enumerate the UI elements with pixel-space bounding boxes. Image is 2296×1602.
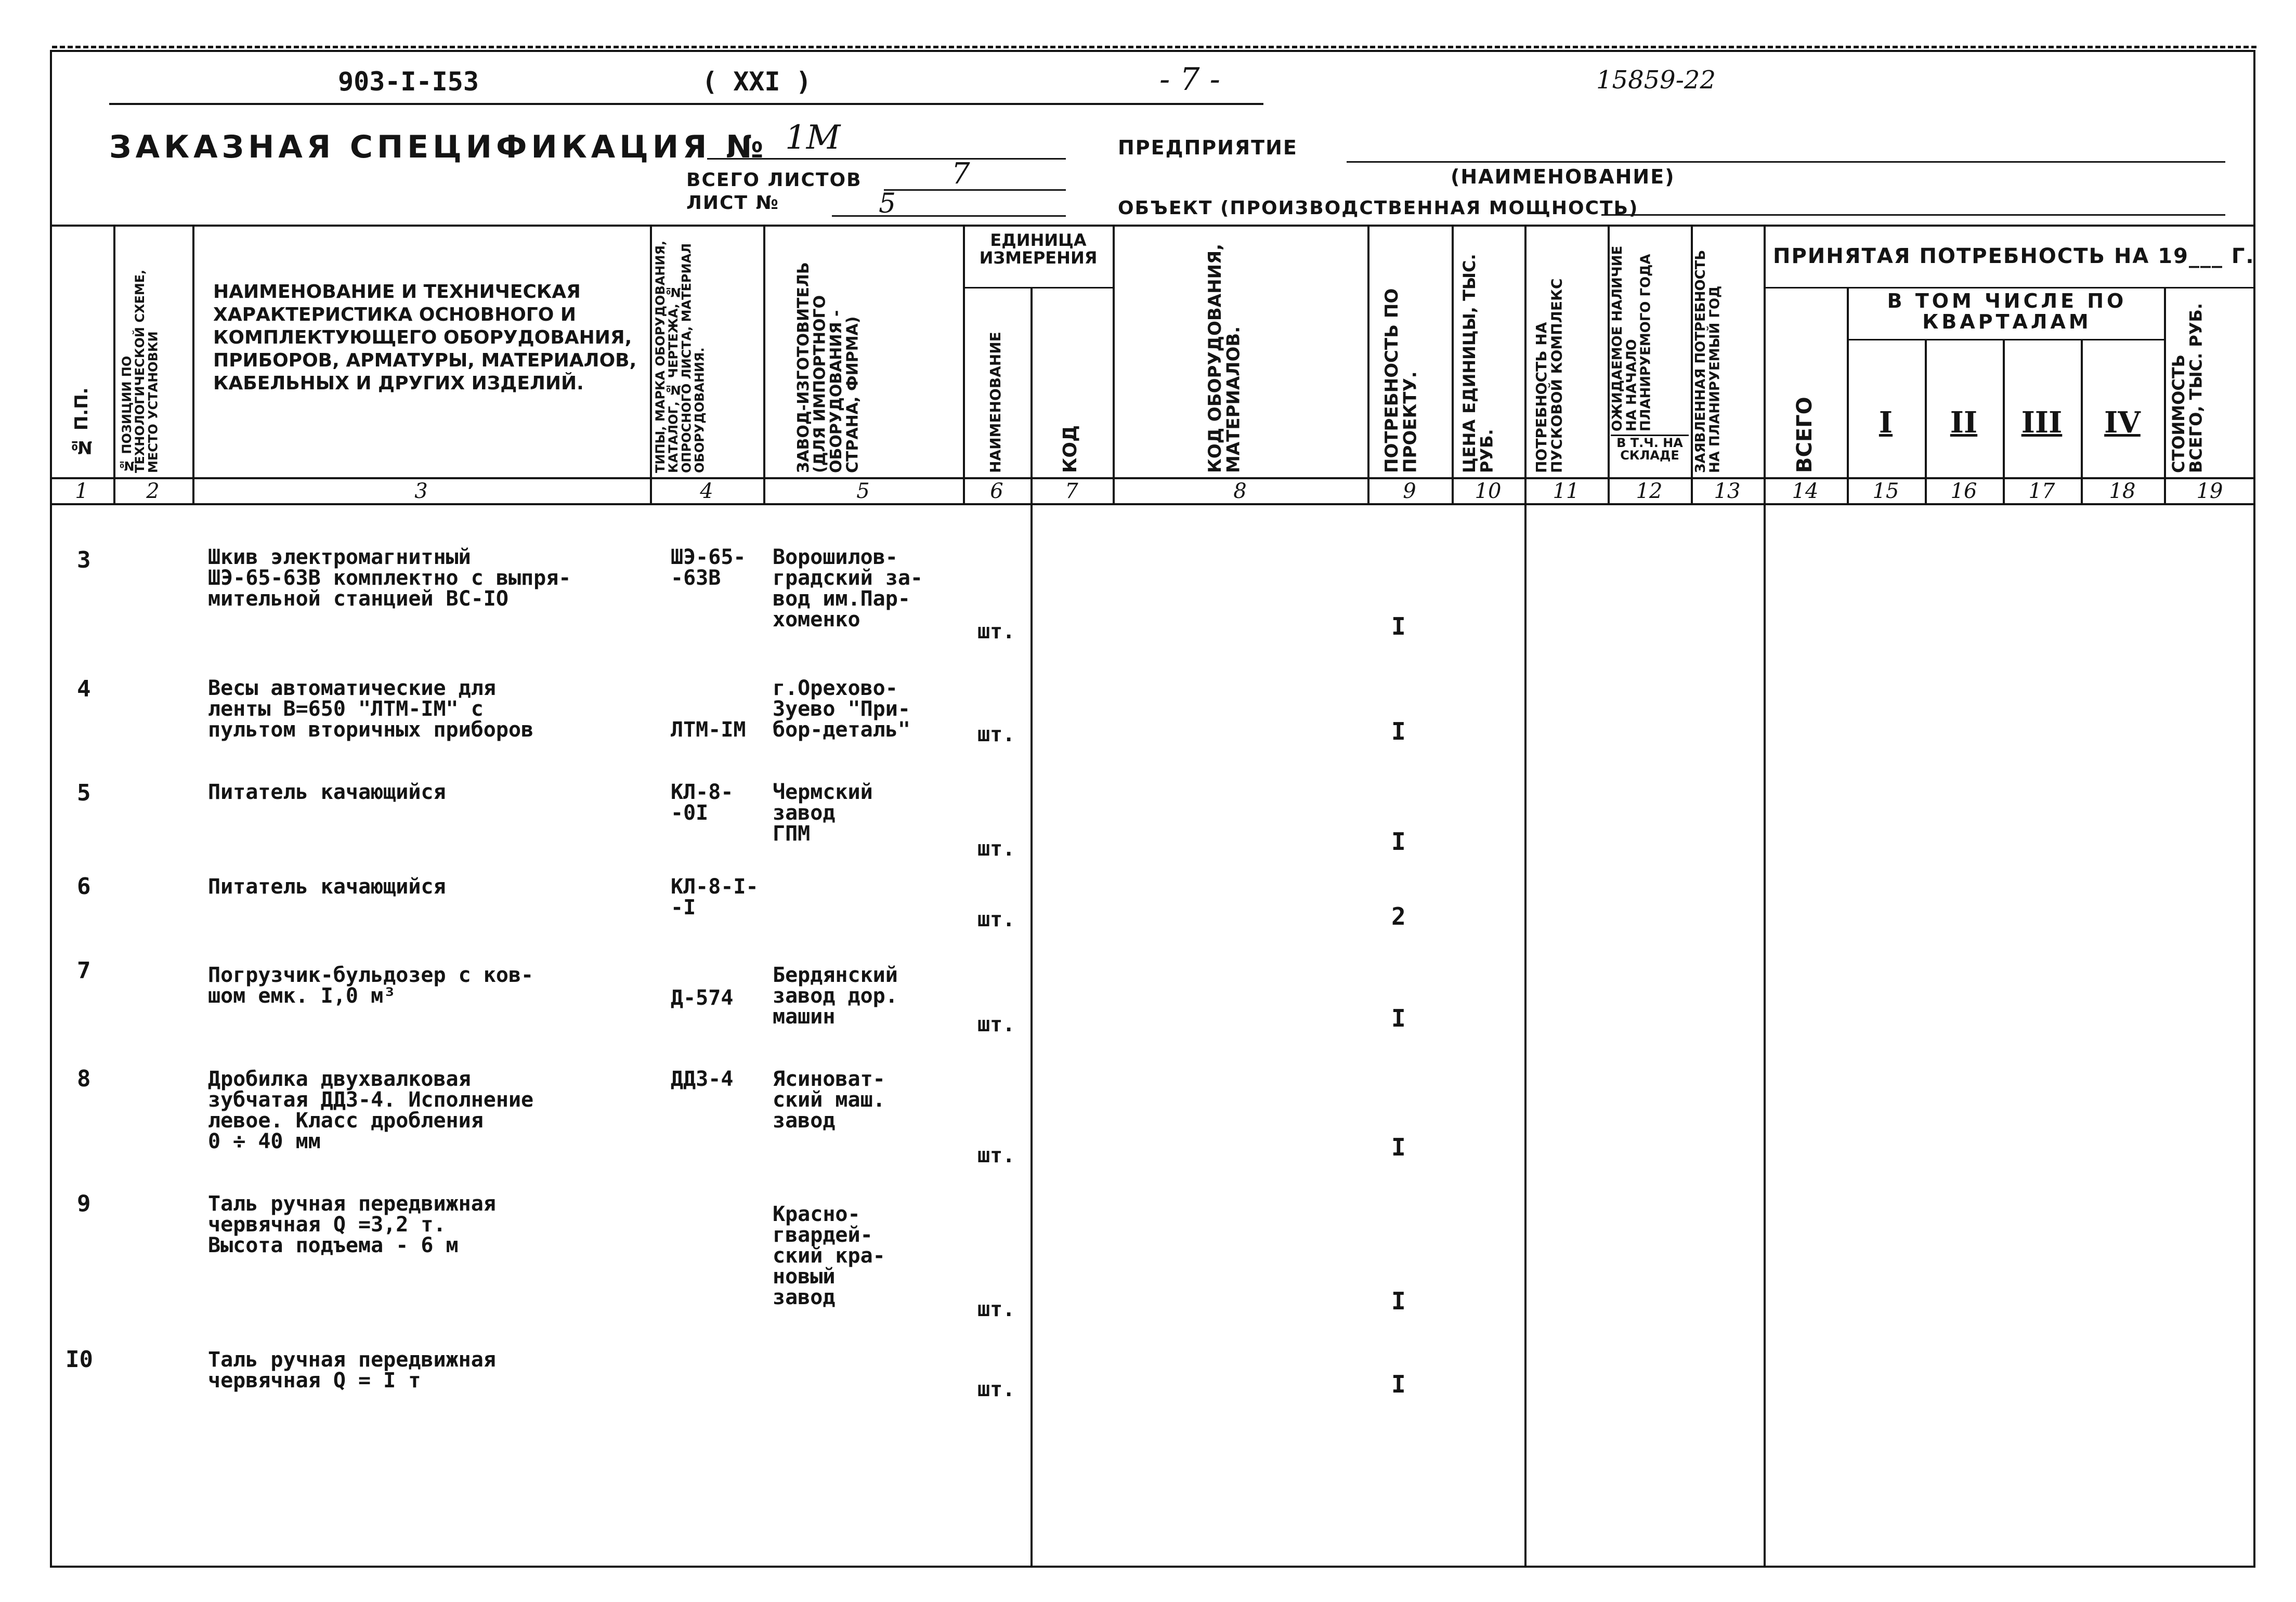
- item-description: Таль ручная передвижная червячная Q =3,2 т. Высота подъема - 6 м: [208, 1192, 496, 1257]
- item-manufacturer: Чермский завод ГПМ: [773, 780, 873, 846]
- enterprise-label: ПРЕДПРИЯТИЕ: [1118, 136, 1298, 159]
- quarter-group-header: В ТОМ ЧИСЛЕ ПО КВАРТАЛАМ: [1887, 290, 2127, 333]
- header-underline: [109, 103, 1263, 105]
- frame-top-border: [52, 46, 2256, 48]
- item-manufacturer: Ясиноват- ский маш. завод: [773, 1067, 885, 1133]
- item-type: ДДЗ-4: [671, 1067, 734, 1091]
- table-top-border: [50, 225, 2255, 227]
- row-number: 3: [77, 547, 91, 573]
- item-manufacturer: Бердянский завод дор. машин: [773, 963, 898, 1029]
- form-frame: [50, 50, 2255, 1568]
- item-manufacturer: г.Орехово- Зуево "При- бор-деталь": [773, 676, 910, 742]
- item-quantity: I: [1391, 1004, 1406, 1032]
- body-col-line: [1764, 503, 1766, 1568]
- col-number-15: 15: [1872, 479, 1899, 503]
- part-number: ( XXI ): [702, 67, 812, 97]
- col-number-3: 3: [414, 479, 428, 503]
- accepted-group-header: ПРИНЯТАЯ ПОТРЕБНОСТЬ НА 19___ Г.: [1773, 244, 2255, 268]
- col-line: [1452, 225, 1454, 503]
- col-header-17: III: [2021, 405, 2063, 440]
- col-header-8: КОД ОБОРУДОВАНИЯ, МАТЕРИАЛОВ.: [1205, 243, 1244, 473]
- item-description: Питатель качающийся: [208, 875, 446, 899]
- col-line: [1030, 287, 1033, 503]
- row-number: I0: [66, 1346, 93, 1373]
- row-number: 7: [77, 957, 91, 984]
- col-number-8: 8: [1233, 479, 1247, 503]
- col-line: [2164, 287, 2166, 503]
- row-number: 6: [77, 873, 91, 900]
- item-unit: шт.: [977, 1144, 1015, 1167]
- object-label: ОБЪЕКТ (ПРОИЗВОДСТВЕННАЯ МОЩНОСТЬ): [1118, 198, 1639, 219]
- item-type: ЛТМ-IМ: [671, 718, 746, 742]
- sheet-number-line: [832, 215, 1066, 217]
- col-header-14: ВСЕГО: [1793, 397, 1817, 473]
- spec-number: 1М: [785, 119, 841, 157]
- col-number-7: 7: [1065, 479, 1078, 503]
- col-header-19: СТОИМОСТЬ ВСЕГО, ТЫС. РУБ.: [2169, 303, 2206, 473]
- col-line: [1524, 225, 1527, 503]
- item-unit: шт.: [977, 908, 1015, 931]
- col-line: [192, 225, 194, 503]
- col-number-16: 16: [1950, 479, 1977, 503]
- row-number: 4: [77, 676, 91, 702]
- col-number-1: 1: [75, 479, 88, 503]
- spec-number-line: [707, 158, 1066, 160]
- col-header-1: № П.П.: [71, 387, 92, 457]
- col-number-4: 4: [700, 479, 713, 503]
- col-header-13: ЗАЯВЛЕННАЯ ПОТРЕБНОСТЬ НА ПЛАНИРУЕМЫЙ ГОД: [1693, 250, 1723, 473]
- col-header-6: НАИМЕНОВАНИЕ: [987, 332, 1004, 473]
- item-quantity: I: [1391, 612, 1406, 640]
- col-line: [113, 225, 115, 503]
- col-header-18: IV: [2104, 405, 2141, 440]
- col-header-12-sub: В Т.Ч. НА СКЛАДЕ: [1616, 436, 1683, 463]
- col-line: [763, 225, 765, 503]
- reference-number: 15859-22: [1596, 65, 1716, 95]
- item-quantity: I: [1391, 828, 1406, 856]
- col-header-7: КОД: [1060, 425, 1081, 473]
- item-unit: шт.: [977, 837, 1015, 861]
- body-col-line: [1524, 503, 1527, 1568]
- col-header-9: ПОТРЕБНОСТЬ ПО ПРОЕКТУ.: [1381, 288, 1421, 473]
- item-unit: шт.: [977, 1013, 1015, 1036]
- col-number-13: 13: [1714, 479, 1741, 503]
- row-number: 5: [77, 780, 91, 806]
- col-header-3: НАИМЕНОВАНИЕ И ТЕХНИЧЕСКАЯ ХАРАКТЕРИСТИКА ОСНОВНОГО И КОМПЛЕКТУЮЩЕГО ОБОРУДОВАНИЯ, ПРИБОРОВ, АРМАТУРЫ, МАТЕРИАЛОВ, КАБЕЛЬНЫХ И ДРУГИХ ИЗДЕЛИЙ.: [213, 281, 637, 394]
- enterprise-caption: (НАИМЕНОВАНИЕ): [1451, 165, 1675, 188]
- col-number-5: 5: [856, 479, 870, 503]
- col-line: [650, 225, 652, 503]
- col-number-2: 2: [146, 479, 160, 503]
- col-line: [1367, 225, 1369, 503]
- quarter-group-line: [1847, 339, 2164, 340]
- item-description: Весы автоматические для ленты В=650 "ЛТМ-IМ" с пультом вторичных приборов: [208, 676, 534, 742]
- unit-group-line: [963, 287, 1114, 288]
- col-number-17: 17: [2028, 479, 2055, 503]
- col-line: [1847, 287, 1849, 503]
- unit-group-header: ЕДИНИЦА ИЗМЕРЕНИЯ: [979, 230, 1098, 268]
- col-number-10: 10: [1475, 479, 1502, 503]
- item-unit: шт.: [977, 1377, 1015, 1401]
- col-header-15: I: [1878, 405, 1893, 440]
- col-number-6: 6: [990, 479, 1003, 503]
- sheets-total-line: [884, 189, 1066, 191]
- item-type: КЛ-8-I- -I: [671, 875, 759, 920]
- row-number: 9: [77, 1190, 91, 1217]
- col-line: [1113, 225, 1115, 503]
- accepted-group-line: [1764, 287, 2255, 288]
- col-line: [1764, 225, 1766, 503]
- col-number-11: 11: [1553, 479, 1580, 503]
- col-number-19: 19: [2196, 479, 2223, 503]
- col-header-16: II: [1950, 405, 1978, 440]
- enterprise-line: [1347, 161, 2225, 163]
- body-col-line: [1030, 503, 1033, 1568]
- col-header-11: ПОТРЕБНОСТЬ НА ПУСКОВОЙ КОМПЛЕКС: [1533, 278, 1566, 473]
- col-number-18: 18: [2109, 479, 2136, 503]
- item-manufacturer: Красно- гвардей- ский кра- новый завод: [773, 1202, 885, 1309]
- page-number: - 7 -: [1159, 61, 1220, 98]
- item-quantity: 2: [1391, 902, 1406, 930]
- object-line: [1601, 214, 2225, 216]
- sheets-total-label: ВСЕГО ЛИСТОВ: [686, 169, 862, 191]
- col-line: [963, 225, 965, 503]
- col-number-9: 9: [1403, 479, 1416, 503]
- item-description: Таль ручная передвижная червячная Q = I т: [208, 1348, 496, 1393]
- item-manufacturer: Ворошилов- градский за- вод им.Пар- хоменко: [773, 545, 923, 632]
- col-header-2: № ПОЗИЦИИ ПО ТЕХНОЛОГИЧЕСКОЙ СХЕМЕ, МЕСТО УСТАНОВКИ: [120, 269, 161, 473]
- doc-code: 903-I-I53: [338, 67, 479, 97]
- col-header-10: ЦЕНА ЕДИНИЦЫ, ТЫС. РУБ.: [1459, 254, 1497, 473]
- item-type: КЛ-8- -0I: [671, 780, 734, 825]
- form-title: ЗАКАЗНАЯ СПЕЦИФИКАЦИЯ №: [109, 129, 768, 165]
- item-unit: шт.: [977, 620, 1015, 644]
- col-header-5: ЗАВОД-ИЗГОТОВИТЕЛЬ (ДЛЯ ИМПОРТНОГО ОБОРУДОВАНИЯ - СТРАНА, ФИРМА): [794, 262, 862, 473]
- col-header-12: ОЖИДАЕМОЕ НАЛИЧИЕ НА НАЧАЛО ПЛАНИРУЕМОГО ГОДА: [1610, 245, 1654, 431]
- sheet-number: 5: [879, 188, 896, 219]
- item-description: Питатель качающийся: [208, 780, 446, 804]
- item-description: Погрузчик-бульдозер с ков- шом емк. I,0 м³: [208, 963, 534, 1008]
- column-number-bottom-line: [50, 503, 2255, 505]
- col-number-14: 14: [1792, 479, 1819, 503]
- col-number-12: 12: [1636, 479, 1663, 503]
- item-quantity: I: [1391, 1133, 1406, 1161]
- item-type: ШЭ-65- -63В: [671, 545, 746, 590]
- item-quantity: I: [1391, 1287, 1406, 1315]
- item-unit: шт.: [977, 1297, 1015, 1321]
- row-number: 8: [77, 1066, 91, 1092]
- item-type: Д-574: [671, 986, 734, 1010]
- item-description: Шкив электромагнитный ШЭ-65-63В комплектно с выпря- мительной станцией ВС-IО: [208, 545, 571, 611]
- sheet-label: ЛИСТ №: [686, 192, 779, 214]
- sheets-total: 7: [951, 157, 970, 191]
- col-header-4: ТИПЫ, МАРКА ОБОРУДОВАНИЯ, КАТАЛОГ, № ЧЕРТЕЖА, № ОПРОСНОГО ЛИСТА, МАТЕРИАЛ ОБОРУДОВАНИЯ.: [653, 240, 707, 473]
- item-unit: шт.: [977, 723, 1015, 746]
- item-quantity: I: [1391, 717, 1406, 745]
- item-description: Дробилка двухвалковая зубчатая ДДЗ-4. Исполнение левое. Класс дробления 0 ÷ 40 мм: [208, 1067, 534, 1153]
- item-quantity: I: [1391, 1370, 1406, 1398]
